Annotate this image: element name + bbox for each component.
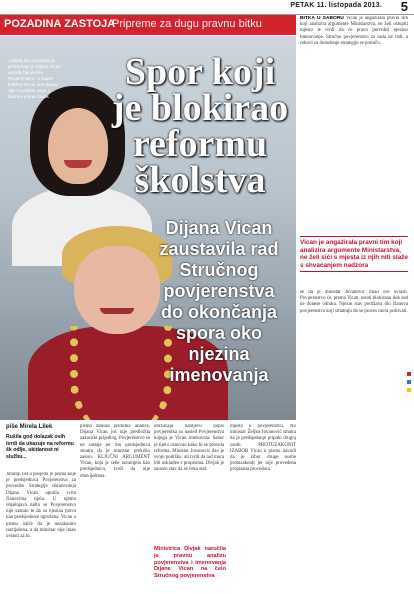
print-mark-red [407, 372, 411, 376]
photo-caption: Jutarnji list u posjedu je pisma koje je Dijana Vican uputila članovima Povjerenstva i u kojem kritizira što se ono dosad nije ni sastalo nego u dvorani prima Divjak [8, 58, 61, 99]
article-column-5-text: Vican je angažirala pravni tim koji analizira argumente Ministarstva, ne želi ustupiti mjesto te tvrdi da će pravo potvrditi njezino imenovanje. Stručno povjerenstvo za sada ne radi, a rokovi za donošenje strategije se pomiču. [300, 16, 408, 46]
article-deck: Dijana Vican zaustavila rad Stručnog povjerenstva do okončanja spora oko njezina imenovanja [159, 218, 279, 385]
lead-photo [0, 36, 296, 420]
subhead-saboru: BITKA U SABORU [300, 16, 344, 21]
photo-figure-top-face [48, 108, 108, 184]
issue-date: PETAK 11. listopada 2013. [290, 2, 382, 9]
article-column-2-text: pisma dansad primitka analize, Dijana Vican još nije predložila zakonski prijedlog. Povjerenstvo se ne sastaje jer mu predsjednica smatra da je ministar prekršio zakon. KLJUČNI ARGUMENT Vican, koja je sebe razumjela kao predsjednicu, tvrdi da nije obaviještena. [80, 424, 150, 479]
article-column-4: mjesto u povjerenstvu. No ministar Željko Jovanović smatra da je predsjedanje pripalo drugoj osobi. PROTUZAKONIT IZABOR Vican u pismu navodi da je izbor druge osobe protuzakonit jer nije provedena propisana procedura. [230, 424, 296, 473]
article-column-1: Jutarnji list u posjedu je pisma koje je predsjednica Povjerenstva za provedbu Strategije obrazovanja Dijana Vican uputila svim članovima tijela. U njemu objašnjava zašto se Povjerenstvo nije sastalo te da su njezina prava kao predsjednice ugrožena. Vican u pismu ističe da je nezakonito razriješena, a da ministar nije imao ovlasti za to. [6, 472, 76, 540]
print-mark-blue [407, 380, 411, 384]
article-column-6: se da je ministar Jovanović imao sve ovlasti. Povjerenstvo će, prema Vican, ostati blokirano dok sud ne donese odluku. Njezin stav podržava dio članova povjerenstva koji smatraju da se proces mora poštivati. [300, 290, 408, 314]
article-column-5 [300, 16, 408, 232]
page-header [0, 0, 414, 15]
section-banner [0, 15, 296, 35]
article-column-3: ubrzavaju nahtjevu popis povjerenika su nasled Povjerenstva kojega je Vican imenovala. Sabor je tijelo osnovao kako bi se provela reforma. Ministar Jovanović dao je svoju podršku, ali tvrdi da rad mora biti usklađen s propisima. Divjak je zauzeo stav da se čeka sud. [154, 424, 224, 473]
page-number: 5 [400, 0, 408, 14]
byline: piše Mirela Lilek [6, 424, 53, 430]
lead-paragraph: Rušila god dolazak ovih tvrdi da ukazuje na reformu šk odlje, ukidanost ni službu... [6, 434, 74, 460]
photo-figure-bottom-smile [100, 308, 134, 314]
photo-figure-top-smile [64, 160, 92, 168]
pull-quote: Vican je angažirala pravni tim koji analizira argumente Ministarstva, ne želi sići s mjesta iz njih niti slaže s shvaćanjem nadzora [300, 236, 408, 272]
subhead-ministry: Ministrica Divjak naručila je pravnu analizu povjerenstva i imenovanja Dijane Vican na čelo Stručnog povjerenstva [154, 546, 226, 580]
article-headline: Spor koji je blokirao reformu školstva [111, 51, 289, 201]
section-subtitle: Pripreme za dugu pravnu bitku [112, 18, 262, 30]
article-column-2 [80, 424, 150, 592]
section-kicker: POZADINA ZASTOJA [4, 18, 116, 30]
print-mark-yellow [407, 388, 411, 392]
